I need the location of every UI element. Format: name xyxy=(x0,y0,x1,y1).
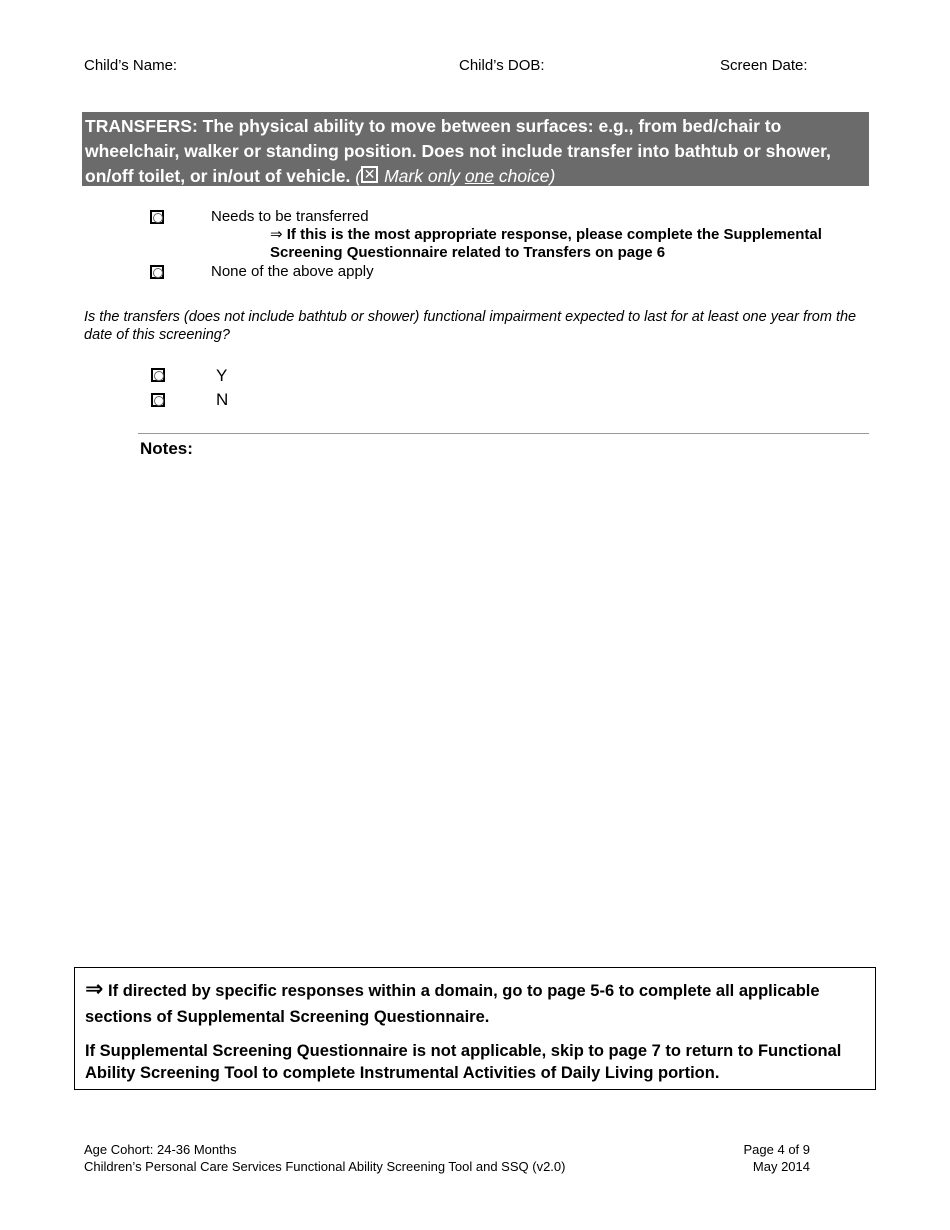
childs-dob-label: Child’s DOB: xyxy=(459,57,545,74)
mark-text-before: Mark only xyxy=(384,166,465,186)
impairment-question: Is the transfers (does not include bathtub or shower) functional impairment expected to last for at least one year from the date of this screening? xyxy=(84,309,857,343)
option-label-needs-transferred: Needs to be transferred xyxy=(211,208,369,225)
notes-label: Notes: xyxy=(140,439,193,458)
notes-divider xyxy=(138,433,869,434)
screen-date-label: Screen Date: xyxy=(720,57,808,74)
mark-instruction xyxy=(355,166,555,186)
option-note-needs-transferred xyxy=(270,226,860,262)
age-cohort: Age Cohort: 24-36 Months xyxy=(84,1142,237,1157)
checkbox-none-apply[interactable] xyxy=(150,265,164,279)
checkbox-no[interactable] xyxy=(151,393,165,407)
choice-no-label: N xyxy=(216,390,229,409)
mark-text-after: choice) xyxy=(494,166,556,186)
option-label-none-apply: None of the above apply xyxy=(211,263,374,280)
right-arrow-icon: ⇒ xyxy=(270,226,283,243)
footer-right xyxy=(700,1141,810,1175)
transfers-section-banner xyxy=(82,112,869,186)
right-arrow-icon: ⇒ xyxy=(85,976,104,1001)
directions-box xyxy=(74,967,876,1090)
checkbox-yes[interactable] xyxy=(151,368,165,382)
directions-line-1 xyxy=(85,976,865,1030)
mark-prefix: ( xyxy=(355,166,362,186)
option-note-text: If this is the most appropriate response, please complete the Supplemental Screening Questionnaire related to Transfers on page 6 xyxy=(270,226,822,261)
choice-yes-label: Y xyxy=(216,366,228,385)
form-title: Children’s Personal Care Services Functional Ability Screening Tool and SSQ (v2.0) xyxy=(84,1159,566,1174)
checked-box-icon: ✕ xyxy=(361,166,378,183)
form-date: May 2014 xyxy=(752,1159,810,1174)
directions-line-2: If Supplemental Screening Questionnaire is not applicable, skip to page 7 to return to Functional Ability Screening Tool to complete Instrumental Activities of Daily Living portion. xyxy=(85,1042,842,1082)
mark-text-underlined: one xyxy=(464,166,495,186)
page-number: Page 4 of 9 xyxy=(743,1142,810,1157)
directions-line-1-text: If directed by specific responses within a domain, go to page 5-6 to complete all applicable sections of Supplemental Screening Questionnaire. xyxy=(85,982,820,1026)
childs-name-label: Child’s Name: xyxy=(84,57,178,74)
section-title: TRANSFERS: The physical ability to move between surfaces: e.g., from bed/chair to wheelchair, walker or standing position. Does not include transfer into bathtub or shower, on/off toilet, or in/out of vehicle. xyxy=(85,116,831,186)
footer-left xyxy=(84,1141,565,1175)
checkbox-needs-transferred[interactable] xyxy=(150,210,164,224)
